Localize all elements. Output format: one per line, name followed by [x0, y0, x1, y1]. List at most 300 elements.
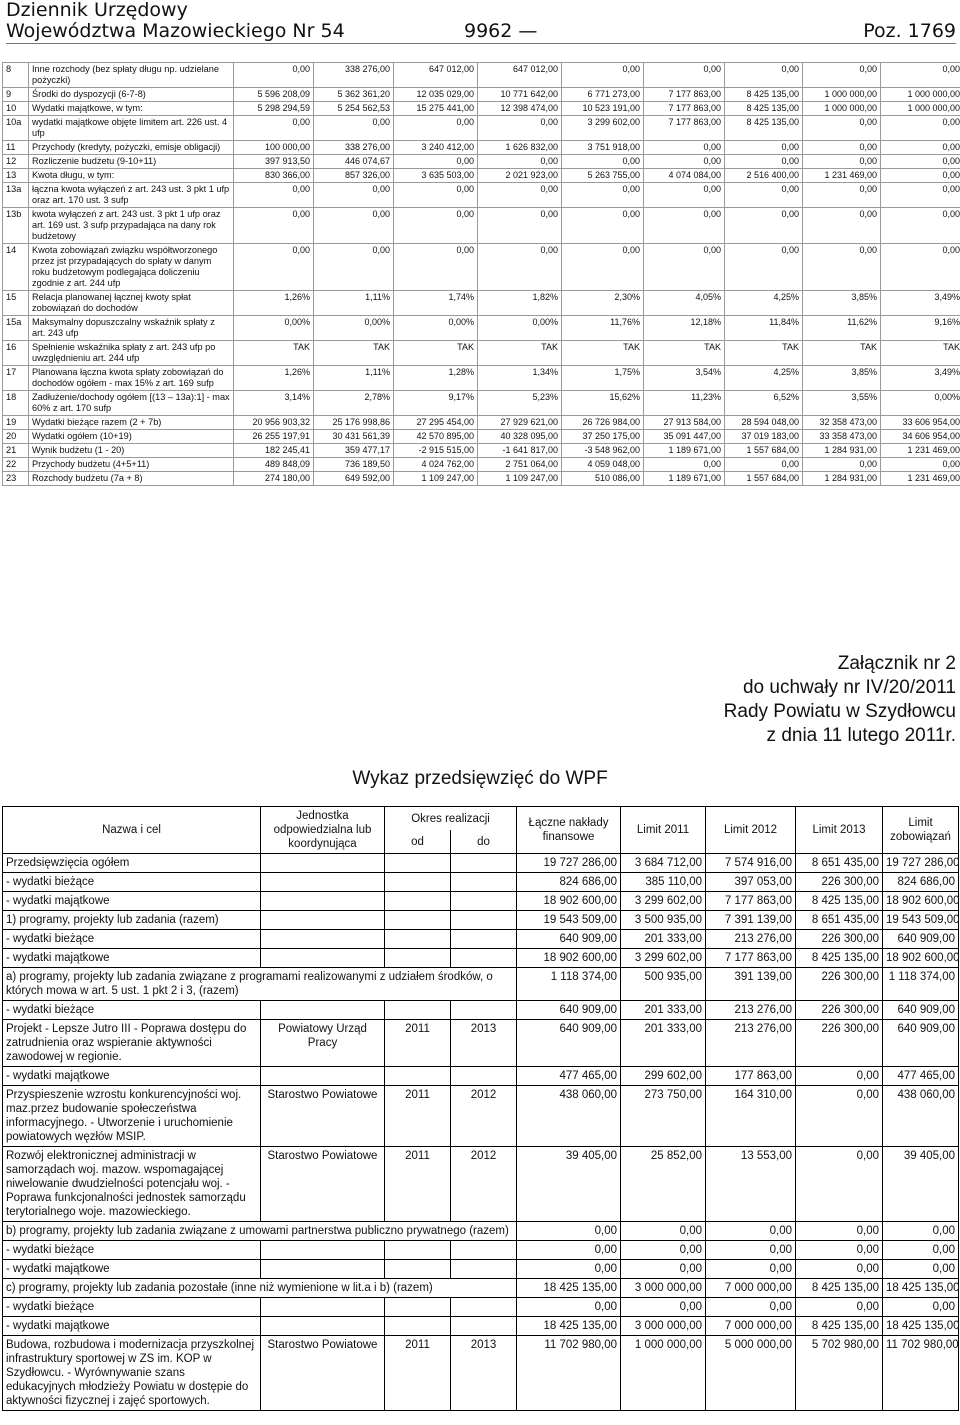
row-number: 22	[3, 458, 29, 472]
value-cell: 1,74%	[394, 291, 478, 316]
project-name: - wydatki bieżące	[3, 1298, 261, 1317]
value-cell: 0,00	[234, 183, 314, 208]
value-cell: 1 231 469,00	[803, 169, 881, 183]
value-cell: 12 035 029,00	[394, 88, 478, 102]
period-to	[451, 892, 517, 911]
wpf-row	[3, 341, 960, 366]
value-cell: 0,00	[234, 116, 314, 141]
amount-cell: 0,00	[706, 1222, 796, 1241]
value-cell: 1 109 247,00	[478, 472, 562, 486]
value-cell: 26 255 197,91	[234, 430, 314, 444]
value-cell: 4 059 048,00	[562, 458, 644, 472]
project-unit: Powiatowy Urząd Pracy	[261, 1020, 385, 1067]
value-cell: 11,76%	[562, 316, 644, 341]
value-cell: TAK	[314, 341, 394, 366]
value-cell: 857 326,00	[314, 169, 394, 183]
period-to: 2013	[451, 1336, 517, 1411]
amount-cell: 0,00	[517, 1222, 621, 1241]
header-total: Łączne nakłady finansowe	[517, 807, 621, 854]
row-label: Spełnienie wskaźnika spłaty z art. 243 ufp po uwzględnieniu art. 244 ufp	[29, 341, 234, 366]
amount-cell: 0,00	[883, 1260, 959, 1279]
period-from	[385, 892, 451, 911]
project-name: Przedsięwzięcia ogółem	[3, 854, 261, 873]
value-cell: 647 012,00	[394, 63, 478, 88]
value-cell: 33 606 954,00	[881, 416, 960, 430]
amount-cell: 3 684 712,00	[621, 854, 706, 873]
value-cell: 0,00	[478, 183, 562, 208]
period-from	[385, 1001, 451, 1020]
value-cell: 1 557 684,00	[725, 472, 803, 486]
value-cell: 12 398 474,00	[478, 102, 562, 116]
amount-cell: 1 118 374,00	[883, 968, 959, 1001]
page-header	[6, 0, 956, 44]
period-to	[451, 1241, 517, 1260]
amount-cell: 1 000 000,00	[621, 1336, 706, 1411]
project-row	[3, 1260, 959, 1279]
value-cell: 9,16%	[881, 316, 960, 341]
project-row	[3, 1086, 959, 1147]
row-number: 8	[3, 63, 29, 88]
amount-cell: 18 902 600,00	[517, 949, 621, 968]
amount-cell: 5 000 000,00	[706, 1336, 796, 1411]
amount-cell: 824 686,00	[883, 873, 959, 892]
amount-cell: 0,00	[706, 1260, 796, 1279]
amount-cell: 640 909,00	[517, 930, 621, 949]
header-limit-obligations: Limit zobowiązań	[883, 807, 959, 854]
header-unit: Jednostka odpowiedzialna lub koordynująca	[261, 807, 385, 854]
project-row	[3, 1147, 959, 1222]
value-cell: 1 189 671,00	[644, 444, 725, 458]
period-from	[385, 1298, 451, 1317]
project-row	[3, 949, 959, 968]
value-cell: 10 523 191,00	[562, 102, 644, 116]
value-cell: 15,62%	[562, 391, 644, 416]
amount-cell: 213 276,00	[706, 1020, 796, 1067]
period-to	[451, 873, 517, 892]
amount-cell: 18 425 135,00	[883, 1317, 959, 1336]
project-row	[3, 930, 959, 949]
header-from: od	[385, 830, 451, 854]
period-to: 2012	[451, 1147, 517, 1222]
amount-cell: 0,00	[883, 1298, 959, 1317]
project-name: Projekt - Lepsze Jutro III - Poprawa dostępu do zatrudnienia oraz wspieranie aktywności zawodowej w regionie.	[3, 1020, 261, 1067]
amount-cell: 0,00	[621, 1260, 706, 1279]
row-label: łączna kwota wyłączeń z art. 243 ust. 3 pkt 1 ufp oraz art. 170 ust. 3 sufp	[29, 183, 234, 208]
value-cell: 0,00	[394, 208, 478, 244]
wpf-row	[3, 291, 960, 316]
wpf-row	[3, 444, 960, 458]
amount-cell: 3 000 000,00	[621, 1317, 706, 1336]
project-row	[3, 1317, 959, 1336]
voivodeship-issue: Województwa Mazowieckiego Nr 54	[6, 20, 345, 42]
amount-cell: 8 651 435,00	[796, 854, 883, 873]
value-cell: 0,00	[725, 183, 803, 208]
project-unit	[261, 1260, 385, 1279]
amount-cell: 201 333,00	[621, 1020, 706, 1067]
value-cell: 11,23%	[644, 391, 725, 416]
value-cell: 3,85%	[803, 366, 881, 391]
project-row	[3, 911, 959, 930]
value-cell: 0,00	[644, 458, 725, 472]
value-cell: 11,84%	[725, 316, 803, 341]
row-label: Kwota zobowiązań związku współtworzonego przez jst przypadających do spłaty w danym roku budżetowym podlegająca doliczeniu zgodnie z art. 244 ufp	[29, 244, 234, 291]
value-cell: 0,00	[803, 63, 881, 88]
row-number: 13a	[3, 183, 29, 208]
amount-cell: 18 902 600,00	[883, 949, 959, 968]
value-cell: 0,00	[881, 208, 960, 244]
project-row	[3, 1001, 959, 1020]
project-row	[3, 1336, 959, 1411]
amount-cell: 7 574 916,00	[706, 854, 796, 873]
value-cell: 0,00	[478, 116, 562, 141]
project-unit: Starostwo Powiatowe	[261, 1147, 385, 1222]
value-cell: 4 074 084,00	[644, 169, 725, 183]
value-cell: 274 180,00	[234, 472, 314, 486]
project-unit	[261, 1001, 385, 1020]
project-unit	[261, 892, 385, 911]
value-cell: 35 091 447,00	[644, 430, 725, 444]
row-label: kwota wyłączeń z art. 243 ust. 3 pkt 1 ufp oraz art. 169 ust. 3 sufp przypadająca na dany rok budżetowy	[29, 208, 234, 244]
project-name: - wydatki bieżące	[3, 1001, 261, 1020]
value-cell: 0,00	[725, 208, 803, 244]
row-number: 12	[3, 155, 29, 169]
value-cell: 3 635 503,00	[394, 169, 478, 183]
value-cell: 1 000 000,00	[803, 102, 881, 116]
value-cell: 3,49%	[881, 366, 960, 391]
value-cell: 359 477,17	[314, 444, 394, 458]
period-from	[385, 930, 451, 949]
value-cell: 647 012,00	[478, 63, 562, 88]
value-cell: 1 626 832,00	[478, 141, 562, 155]
position-number: Poz. 1769	[863, 20, 956, 42]
value-cell: 0,00	[394, 116, 478, 141]
value-cell: 489 848,09	[234, 458, 314, 472]
value-cell: 0,00	[394, 244, 478, 291]
value-cell: 11,62%	[803, 316, 881, 341]
period-from	[385, 1317, 451, 1336]
value-cell: 10 771 642,00	[478, 88, 562, 102]
value-cell: 182 245,41	[234, 444, 314, 458]
value-cell: 27 295 454,00	[394, 416, 478, 430]
value-cell: 0,00%	[394, 316, 478, 341]
row-number: 14	[3, 244, 29, 291]
project-name: - wydatki bieżące	[3, 1241, 261, 1260]
amount-cell: 438 060,00	[517, 1086, 621, 1147]
project-name: Rozwój elektronicznej administracji w samorządach woj. mazow. wspomagającej niwelowanie dwudzielności potencjału woj. - Poprawa funkcjonalności jednostek samorządu terytorialnego woje. mazowieckiego.	[3, 1147, 261, 1222]
value-cell: 0,00	[725, 155, 803, 169]
value-cell: 1,11%	[314, 366, 394, 391]
value-cell: 0,00	[881, 169, 960, 183]
row-label: Przychody (kredyty, pożyczki, emisje obligacji)	[29, 141, 234, 155]
amount-cell: 640 909,00	[517, 1020, 621, 1067]
value-cell: 0,00	[881, 116, 960, 141]
value-cell: 0,00	[562, 244, 644, 291]
amount-cell: 0,00	[796, 1298, 883, 1317]
value-cell: 0,00	[803, 155, 881, 169]
period-from: 2011	[385, 1147, 451, 1222]
project-row	[3, 1241, 959, 1260]
wpf-row	[3, 183, 960, 208]
amount-cell: 3 000 000,00	[621, 1279, 706, 1298]
value-cell: 0,00	[234, 208, 314, 244]
project-name: - wydatki majątkowe	[3, 892, 261, 911]
wpf-row	[3, 102, 960, 116]
value-cell: 1 231 469,00	[881, 444, 960, 458]
project-row	[3, 854, 959, 873]
value-cell: 40 328 095,00	[478, 430, 562, 444]
project-name: - wydatki majątkowe	[3, 949, 261, 968]
project-unit	[261, 1241, 385, 1260]
value-cell: 0,00	[881, 155, 960, 169]
amount-cell: 226 300,00	[796, 968, 883, 1001]
amount-cell: 18 425 135,00	[517, 1279, 621, 1298]
amount-cell: 8 425 135,00	[796, 1279, 883, 1298]
amount-cell: 0,00	[796, 1260, 883, 1279]
project-unit	[261, 911, 385, 930]
project-row	[3, 892, 959, 911]
value-cell: 830 366,00	[234, 169, 314, 183]
period-to	[451, 949, 517, 968]
amount-cell: 226 300,00	[796, 1020, 883, 1067]
amount-cell: 299 602,00	[621, 1067, 706, 1086]
row-label: Inne rozchody (bez spłaty długu np. udzielane pożyczki)	[29, 63, 234, 88]
amount-cell: 7 391 139,00	[706, 911, 796, 930]
amount-cell: 226 300,00	[796, 873, 883, 892]
value-cell: 0,00	[725, 244, 803, 291]
value-cell: 0,00	[644, 63, 725, 88]
amount-cell: 177 863,00	[706, 1067, 796, 1086]
project-row	[3, 1020, 959, 1067]
amount-cell: 7 177 863,00	[706, 949, 796, 968]
row-number: 10	[3, 102, 29, 116]
value-cell: 1 189 671,00	[644, 472, 725, 486]
value-cell: 446 074,67	[314, 155, 394, 169]
value-cell: 3 751 918,00	[562, 141, 644, 155]
value-cell: -1 641 817,00	[478, 444, 562, 458]
row-number: 17	[3, 366, 29, 391]
value-cell: 1,34%	[478, 366, 562, 391]
amount-cell: 0,00	[706, 1241, 796, 1260]
value-cell: TAK	[644, 341, 725, 366]
value-cell: 0,00	[562, 63, 644, 88]
row-number: 19	[3, 416, 29, 430]
amount-cell: 0,00	[706, 1298, 796, 1317]
value-cell: 1,75%	[562, 366, 644, 391]
amount-cell: 8 651 435,00	[796, 911, 883, 930]
value-cell: 26 726 984,00	[562, 416, 644, 430]
amount-cell: 500 935,00	[621, 968, 706, 1001]
amount-cell: 8 425 135,00	[796, 1317, 883, 1336]
amount-cell: 3 299 602,00	[621, 949, 706, 968]
value-cell: 7 177 863,00	[644, 88, 725, 102]
amount-cell: 18 902 600,00	[517, 892, 621, 911]
value-cell: 5,23%	[478, 391, 562, 416]
amount-cell: 39 405,00	[517, 1147, 621, 1222]
attachment-note	[724, 652, 956, 748]
row-label: Planowana łączna kwota spłaty zobowiązań do dochodów ogółem - max 15% z art. 169 sufp	[29, 366, 234, 391]
wpf-row	[3, 244, 960, 291]
amount-cell: 18 425 135,00	[517, 1317, 621, 1336]
project-row	[3, 873, 959, 892]
amount-cell: 397 053,00	[706, 873, 796, 892]
amount-cell: 7 000 000,00	[706, 1279, 796, 1298]
project-name: - wydatki majątkowe	[3, 1260, 261, 1279]
value-cell: 42 570 895,00	[394, 430, 478, 444]
value-cell: TAK	[478, 341, 562, 366]
project-name: Budowa, rozbudowa i modernizacja przyszkolnej infrastruktury sportowej w ZS im. KOP w Szydłowcu. - Wyrównywanie szans edukacyjnych młodzieży Powiatu w dostępie do aktywności fizycznej i zajęć sportowych.	[3, 1336, 261, 1411]
amount-cell: 201 333,00	[621, 930, 706, 949]
value-cell: 649 592,00	[314, 472, 394, 486]
value-cell: 0,00	[803, 141, 881, 155]
header-limit-2013: Limit 2013	[796, 807, 883, 854]
value-cell: 338 276,00	[314, 141, 394, 155]
amount-cell: 391 139,00	[706, 968, 796, 1001]
value-cell: 33 358 473,00	[803, 430, 881, 444]
projects-table	[2, 806, 959, 1411]
value-cell: TAK	[394, 341, 478, 366]
attachment-date: z dnia 11 lutego 2011r.	[766, 725, 956, 746]
period-from: 2011	[385, 1336, 451, 1411]
value-cell: 27 929 621,00	[478, 416, 562, 430]
amount-cell: 0,00	[796, 1147, 883, 1222]
header-limit-2011: Limit 2011	[621, 807, 706, 854]
project-unit	[261, 949, 385, 968]
amount-cell: 824 686,00	[517, 873, 621, 892]
attachment-number: Załącznik nr 2	[837, 653, 956, 674]
amount-cell: 477 465,00	[883, 1067, 959, 1086]
value-cell: 1,26%	[234, 366, 314, 391]
wpf-row	[3, 88, 960, 102]
value-cell: 0,00	[803, 458, 881, 472]
value-cell: 0,00	[478, 244, 562, 291]
period-from	[385, 873, 451, 892]
amount-cell: 8 425 135,00	[796, 892, 883, 911]
amount-cell: 0,00	[517, 1241, 621, 1260]
value-cell: 0,00	[394, 183, 478, 208]
value-cell: 0,00	[562, 183, 644, 208]
value-cell: 1 000 000,00	[881, 88, 960, 102]
period-to: 2012	[451, 1086, 517, 1147]
value-cell: 2,30%	[562, 291, 644, 316]
row-number: 11	[3, 141, 29, 155]
row-label: Rozliczenie budżetu (9-10+11)	[29, 155, 234, 169]
amount-cell: 19 727 286,00	[517, 854, 621, 873]
value-cell: 1,82%	[478, 291, 562, 316]
value-cell: TAK	[725, 341, 803, 366]
value-cell: 37 019 183,00	[725, 430, 803, 444]
value-cell: 1 284 931,00	[803, 472, 881, 486]
wpf-row	[3, 63, 960, 88]
amount-cell: 477 465,00	[517, 1067, 621, 1086]
value-cell: 6,52%	[725, 391, 803, 416]
period-to	[451, 1298, 517, 1317]
value-cell: 0,00	[644, 155, 725, 169]
period-from: 2011	[385, 1086, 451, 1147]
row-number: 10a	[3, 116, 29, 141]
value-cell: 736 189,50	[314, 458, 394, 472]
amount-cell: 0,00	[796, 1086, 883, 1147]
value-cell: 1,11%	[314, 291, 394, 316]
row-label: Wydatki bieżące razem (2 + 7b)	[29, 416, 234, 430]
project-row	[3, 1222, 959, 1241]
period-from	[385, 854, 451, 873]
value-cell: 0,00	[234, 244, 314, 291]
period-from	[385, 1241, 451, 1260]
period-to	[451, 930, 517, 949]
header-limit-2012: Limit 2012	[706, 807, 796, 854]
value-cell: 3,14%	[234, 391, 314, 416]
value-cell: 0,00	[644, 141, 725, 155]
wpf-row	[3, 472, 960, 486]
value-cell: 34 606 954,00	[881, 430, 960, 444]
value-cell: 0,00	[644, 183, 725, 208]
project-name: 1) programy, projekty lub zadania (razem)	[3, 911, 261, 930]
value-cell: 0,00	[562, 155, 644, 169]
wpf-row	[3, 366, 960, 391]
value-cell: 1 557 684,00	[725, 444, 803, 458]
amount-cell: 11 702 980,00	[517, 1336, 621, 1411]
value-cell: 0,00	[478, 208, 562, 244]
header-line	[6, 21, 956, 44]
amount-cell: 19 543 509,00	[517, 911, 621, 930]
amount-cell: 3 299 602,00	[621, 892, 706, 911]
row-number: 16	[3, 341, 29, 366]
row-number: 13	[3, 169, 29, 183]
value-cell: 1,28%	[394, 366, 478, 391]
row-number: 15	[3, 291, 29, 316]
row-number: 21	[3, 444, 29, 458]
value-cell: 4 024 762,00	[394, 458, 478, 472]
amount-cell: 201 333,00	[621, 1001, 706, 1020]
value-cell: 0,00%	[234, 316, 314, 341]
value-cell: TAK	[562, 341, 644, 366]
amount-cell: 7 177 863,00	[706, 892, 796, 911]
value-cell: 3 240 412,00	[394, 141, 478, 155]
amount-cell: 18 425 135,00	[883, 1279, 959, 1298]
value-cell: 0,00	[881, 63, 960, 88]
amount-cell: 640 909,00	[517, 1001, 621, 1020]
value-cell: TAK	[881, 341, 960, 366]
value-cell: 397 913,50	[234, 155, 314, 169]
amount-cell: 0,00	[517, 1298, 621, 1317]
value-cell: 0,00	[881, 183, 960, 208]
period-to	[451, 911, 517, 930]
amount-cell: 0,00	[517, 1260, 621, 1279]
value-cell: 338 276,00	[314, 63, 394, 88]
row-number: 18	[3, 391, 29, 416]
value-cell: 4,25%	[725, 291, 803, 316]
value-cell: 30 431 561,39	[314, 430, 394, 444]
wpf-row	[3, 116, 960, 141]
period-from	[385, 1067, 451, 1086]
wpf-row	[3, 316, 960, 341]
value-cell: 8 425 135,00	[725, 88, 803, 102]
value-cell: 5 362 361,20	[314, 88, 394, 102]
value-cell: 8 425 135,00	[725, 116, 803, 141]
value-cell: TAK	[234, 341, 314, 366]
value-cell: 20 956 903,32	[234, 416, 314, 430]
wpf-row	[3, 141, 960, 155]
value-cell: 2 516 400,00	[725, 169, 803, 183]
wpf-row	[3, 169, 960, 183]
value-cell: 4,25%	[725, 366, 803, 391]
row-label: Rozchody budżetu (7a + 8)	[29, 472, 234, 486]
wpf-table	[2, 62, 960, 486]
project-unit	[261, 1067, 385, 1086]
value-cell: 0,00	[803, 116, 881, 141]
value-cell: 0,00	[725, 63, 803, 88]
value-cell: 1,26%	[234, 291, 314, 316]
